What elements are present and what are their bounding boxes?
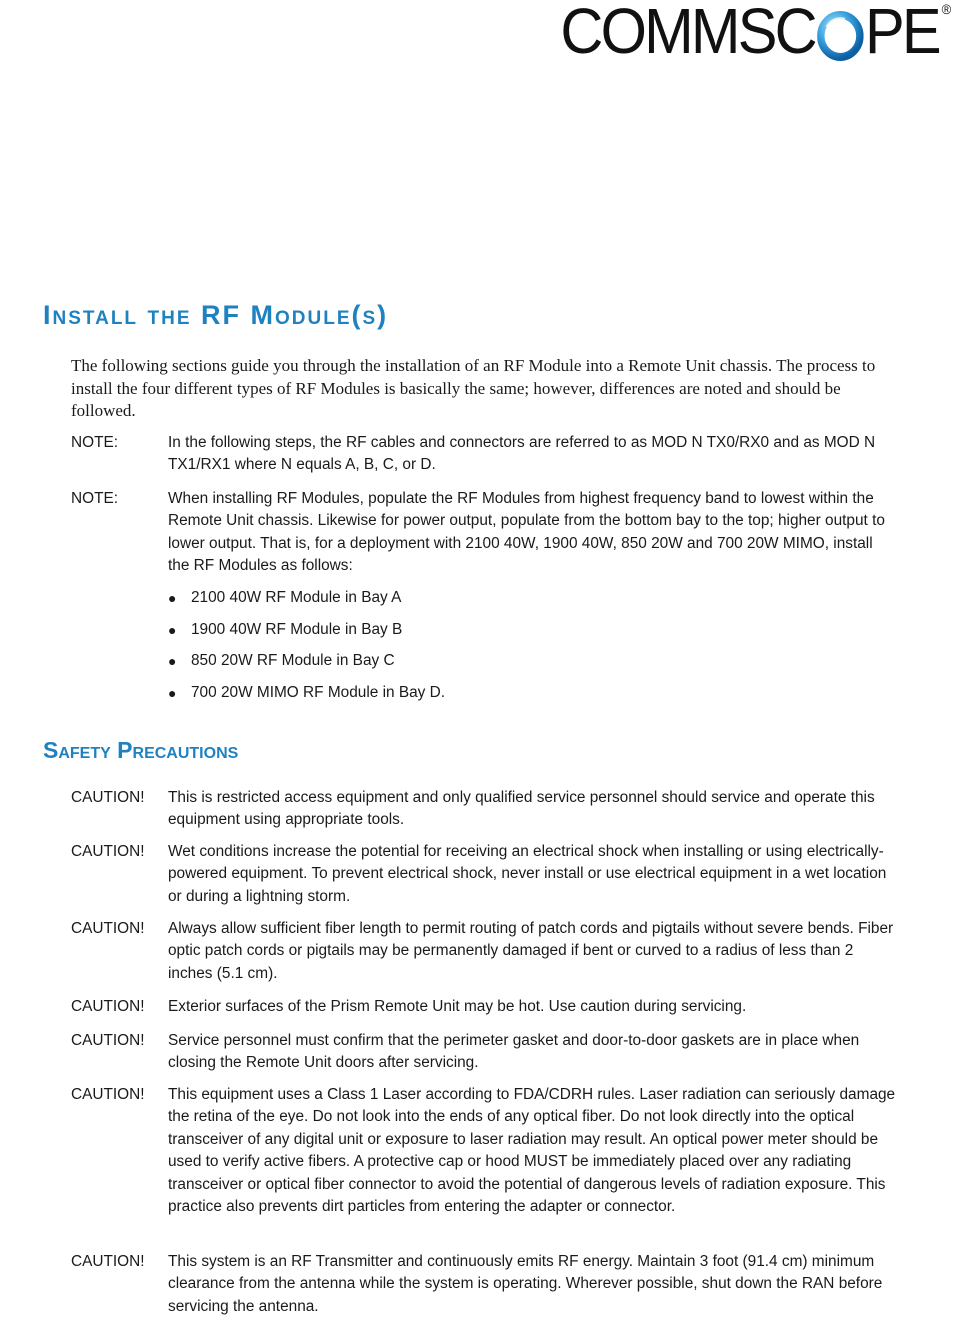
note-text: When installing RF Modules, populate the RF Modules from highest frequency band to lowest within the Remote Unit chassis. Likewise for power output, populate from the bottom bay to the top; higher output to lower output. That is, for a deployment with 2100 40W, 1900 40W, 850 20W and 700 20W MIMO, install the RF Modules as follows: xyxy=(168,490,885,575)
caution-label: CAUTION! xyxy=(71,843,145,860)
list-item: ● 2100 40W RF Module in Bay A xyxy=(168,589,402,606)
logo-text-left: COMMSC xyxy=(560,0,815,67)
install-heading: Install the RF Module(s) xyxy=(43,300,389,330)
caution-5 xyxy=(71,1030,901,1075)
logo-text-right: PE xyxy=(864,0,939,67)
bay-bullet-list xyxy=(168,587,445,713)
caution-text: This equipment uses a Class 1 Laser according to FDA/CDRH rules. Laser radiation can seriously damage the retina of the eye. Do not look into the ends of any optical fiber. Do not look directly into the optical transceiver of any digital unit or exposure to laser radiation may result. An optical power meter should be used to verify active fibers. A protective cap or hood MUST be immediately placed over any radiating transceiver or optical fiber connector to avoid the potential of dangerous levels of radiation exposure. This practice also prevents dirt particles from entering the adapter or connector. xyxy=(168,1086,896,1216)
caution-1 xyxy=(71,787,901,832)
caution-text: Always allow sufficient fiber length to permit routing of patch cords and pigtails without severe bends. Fiber optic patch cords or pigtails may be permanently damaged if bent or curved to a radius of less than 2 inches (5.1 cm). xyxy=(168,920,894,982)
list-item: ● 1900 40W RF Module in Bay B xyxy=(168,620,403,638)
note-2 xyxy=(71,488,901,578)
install-intro: The following sections guide you through the installation of an RF Module into a Remote Unit chassis. The process to install the four different types of RF Modules is basically the same; however, differences are noted and should be followed. xyxy=(71,356,876,420)
note-label: NOTE: xyxy=(71,434,119,451)
caution-text: This is restricted access equipment and only qualified service personnel should service and operate this equipment using appropriate tools. xyxy=(168,789,875,829)
caution-text: This system is an RF Transmitter and continuously emits RF energy. Maintain 3 foot (91.4 cm) minimum clearance from the antenna while the system is operating. Wherever possible, shut down the RAN before servicing the antenna. xyxy=(168,1253,883,1315)
caution-label: CAUTION! xyxy=(71,1086,145,1103)
caution-label: CAUTION! xyxy=(71,789,145,806)
logo-ring-icon xyxy=(816,6,863,56)
caution-7 xyxy=(71,1251,901,1318)
caution-label: CAUTION! xyxy=(71,920,145,937)
caution-label: CAUTION! xyxy=(71,998,145,1015)
caution-6 xyxy=(71,1084,901,1218)
safety-heading: Safety Precautions xyxy=(43,737,239,763)
commscope-logo xyxy=(560,0,951,67)
note-1 xyxy=(71,432,901,477)
note-label: NOTE: xyxy=(71,490,119,507)
list-item: ● 700 20W MIMO RF Module in Bay D. xyxy=(168,683,446,701)
caution-text: Exterior surfaces of the Prism Remote Unit may be hot. Use caution during servicing. xyxy=(168,998,747,1015)
list-item: ● 850 20W RF Module in Bay C xyxy=(168,652,395,670)
caution-4 xyxy=(71,996,901,1018)
caution-text: Service personnel must confirm that the perimeter gasket and door-to-door gaskets are in place when closing the Remote Unit doors after servicing. xyxy=(168,1032,860,1072)
note-text: In the following steps, the RF cables and connectors are referred to as MOD N TX0/RX0 and as MOD N TX1/RX1 where N equals A, B, C, or D. xyxy=(168,434,876,474)
caution-text: Wet conditions increase the potential for receiving an electrical shock when installing or using electrically-powered equipment. To prevent electrical shock, never install or use electrical equipment in a wet location or during a lightning storm. xyxy=(168,843,887,905)
caution-label: CAUTION! xyxy=(71,1032,145,1049)
caution-label: CAUTION! xyxy=(71,1253,145,1270)
registered-mark: ® xyxy=(941,1,951,17)
caution-3 xyxy=(71,918,901,985)
caution-2 xyxy=(71,841,901,908)
